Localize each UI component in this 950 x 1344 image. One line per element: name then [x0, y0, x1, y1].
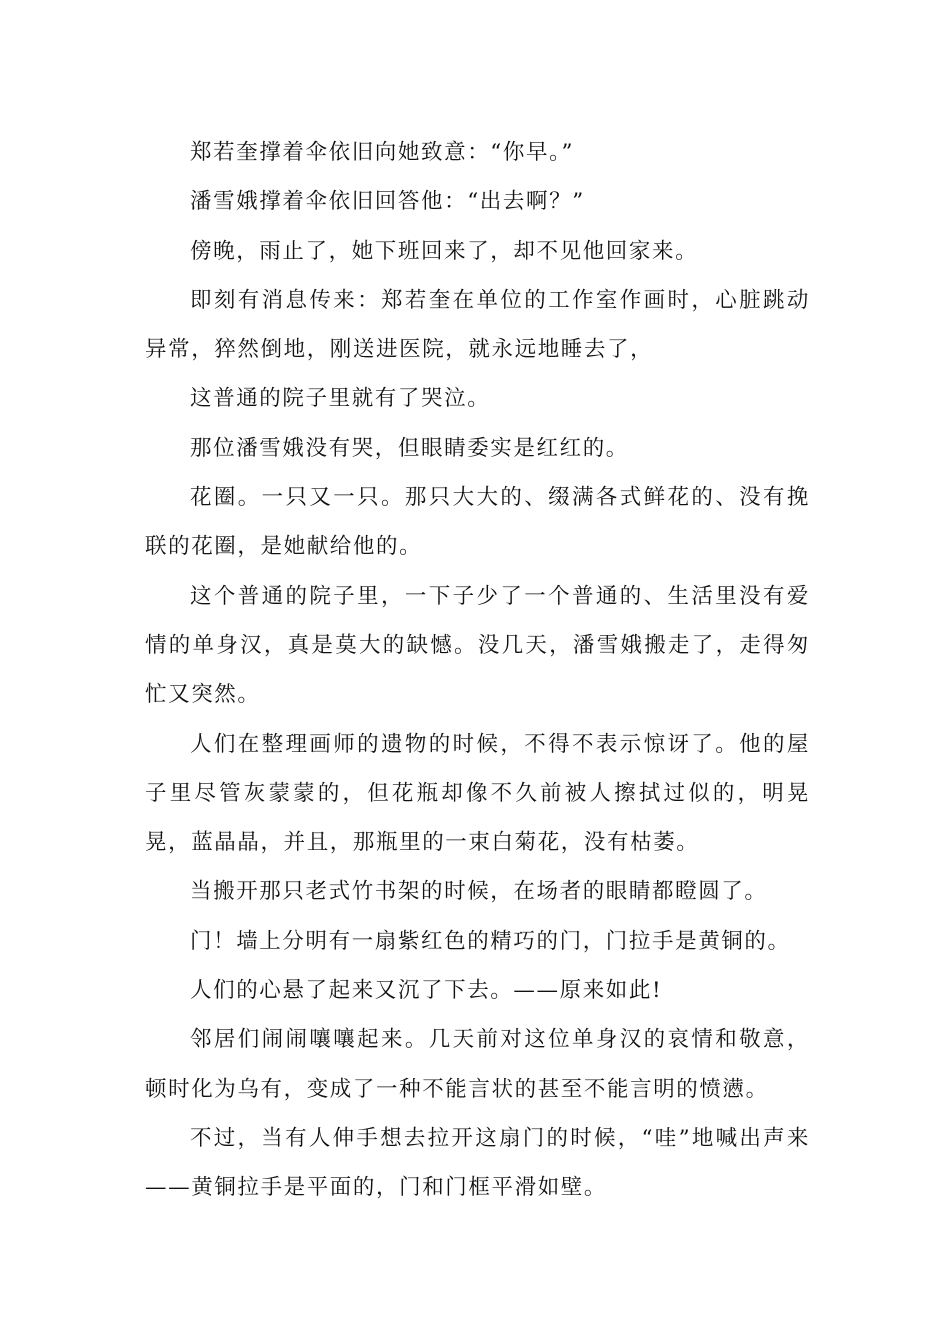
paragraph: 人们的心悬了起来又沉了下去。——原来如此! — [190, 978, 663, 1004]
paragraph: 邻居们闹闹嚷嚷起来。几天前对这位单身汉的哀情和敬意，顿时化为乌有，变成了一种不能言状的甚至不能言明的愤懑。 — [145, 1027, 810, 1102]
paragraph: 郑若奎撑着伞依旧向她致意：“你早。” — [190, 140, 575, 165]
paragraph: 那位潘雪娥没有哭，但眼睛委实是红红的。 — [190, 435, 629, 461]
paragraph: 门！墙上分明有一扇紫红色的精巧的门，门拉手是黄铜的。 — [190, 928, 791, 954]
paragraph: 花圈。一只又一只。那只大大的、缀满各式鲜花的、没有挽联的花圈，是她献给他的。 — [145, 485, 810, 560]
paragraph: 这个普通的院子里，一下子少了一个普通的、生活里没有爱情的单身汉，真是莫大的缺憾。没几天，潘雪娥搬走了，走得匆忙又突然。 — [145, 583, 810, 708]
paragraph: 傍晚，雨止了，她下班回来了，却不见他回家来。 — [190, 238, 699, 264]
paragraph: 这普通的院子里就有了哭泣。 — [190, 386, 491, 412]
paragraph: 不过，当有人伸手想去拉开这扇门的时候，“哇”地喊出声来——黄铜拉手是平面的，门和门框平滑如壁。 — [145, 1125, 810, 1201]
paragraph: 人们在整理画师的遗物的时候，不得不表示惊讶了。他的屋子里尽管灰蒙蒙的，但花瓶却像不久前被人擦拭过似的，明晃晃，蓝晶晶，并且，那瓶里的一束白菊花，没有枯萎。 — [145, 731, 810, 856]
paragraph: 潘雪娥撑着伞依旧回答他：“出去啊？” — [190, 189, 585, 215]
paragraph: 当搬开那只老式竹书架的时候，在场者的眼睛都瞪圆了。 — [190, 879, 768, 905]
document-body — [145, 128, 810, 1213]
paragraph: 即刻有消息传来：郑若奎在单位的工作室作画时，心脏跳动异常，猝然倒地，刚送进医院，就永远地睡去了， — [145, 287, 810, 363]
